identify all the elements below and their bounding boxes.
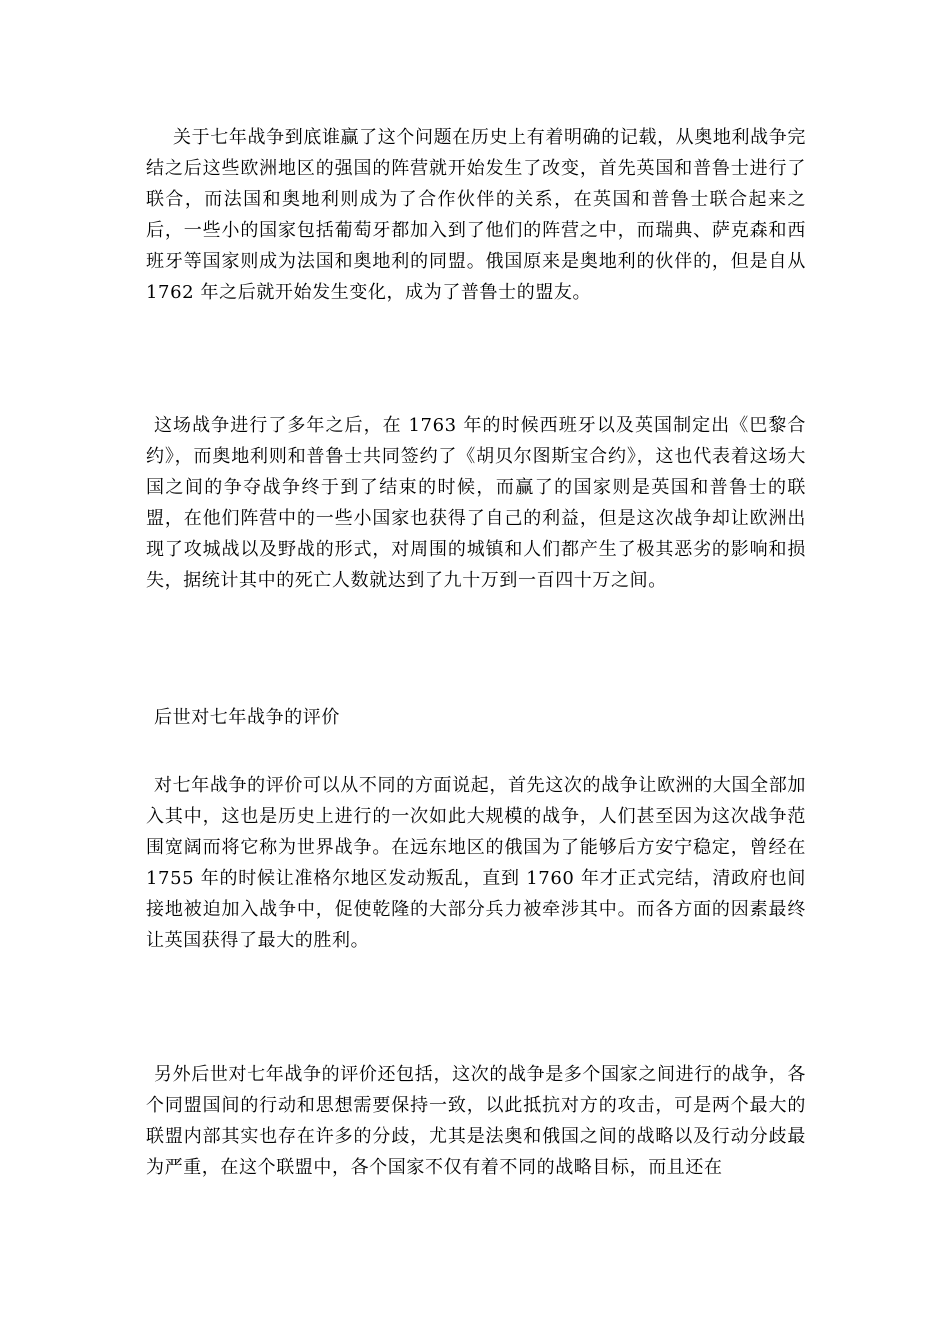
paragraph-treaties: 这场战争进行了多年之后，在 1763 年的时候西班牙以及英国制定出《巴黎合约》，而奥地利则和普鲁士共同签约了《胡贝尔图斯宝合约》，这也代表着这场大国之间的争夺战争终于到了结束的时候，而赢了的国家则是英国和普鲁士的联盟，在他们阵营中的一些小国家也获得了自己的利益，但是这次战争却让欧洲出现了攻城战以及野战的形式，对周围的城镇和人们都产生了极其恶劣的影响和损失，据统计其中的死亡人数就达到了九十万到一百四十万之间。 <box>146 415 806 591</box>
paragraph-evaluation: 对七年战争的评价可以从不同的方面说起，首先这次的战争让欧洲的大国全部加入其中，这也是历史上进行的一次如此大规模的战争，人们甚至因为这次战争范围宽阔而将它称为世界战争。在远东地区的俄国为了能够后方安宁稳定，曾经在 1755 年的时候让准格尔地区发动叛乱，直到 1760 年才正式完结，清政府也间接地被迫加入战争中，促使乾隆的大部分兵力被牵涉其中。而各方面的因素最终让英国获得了最大的胜利。 <box>146 775 806 951</box>
paragraph-alliances: 关于七年战争到底谁赢了这个问题在历史上有着明确的记载，从奥地利战争完结之后这些欧洲地区的强国的阵营就开始发生了改变，首先英国和普鲁士进行了联合，而法国和奥地利则成为了合作伙伴的关系，在英国和普鲁士联合起来之后，一些小的国家包括葡萄牙都加入到了他们的阵营之中，而瑞典、萨克森和西班牙等国家则成为法国和奥地利的同盟。俄国原来是奥地利的伙伴的，但是自从 1762 年之后就开始发生变化，成为了普鲁士的盟友。 <box>146 127 806 303</box>
paragraph-evaluation-continued: 另外后世对七年战争的评价还包括，这次的战争是多个国家之间进行的战争，各个同盟国间的行动和思想需要保持一致，以此抵抗对方的攻击，可是两个最大的联盟内部其实也存在许多的分歧，尤其是法奥和俄国之间的战略以及行动分歧最为严重，在这个联盟中，各个国家不仅有着不同的战略目标，而且还在 <box>146 1064 806 1178</box>
section-heading: 后世对七年战争的评价 <box>154 707 340 728</box>
